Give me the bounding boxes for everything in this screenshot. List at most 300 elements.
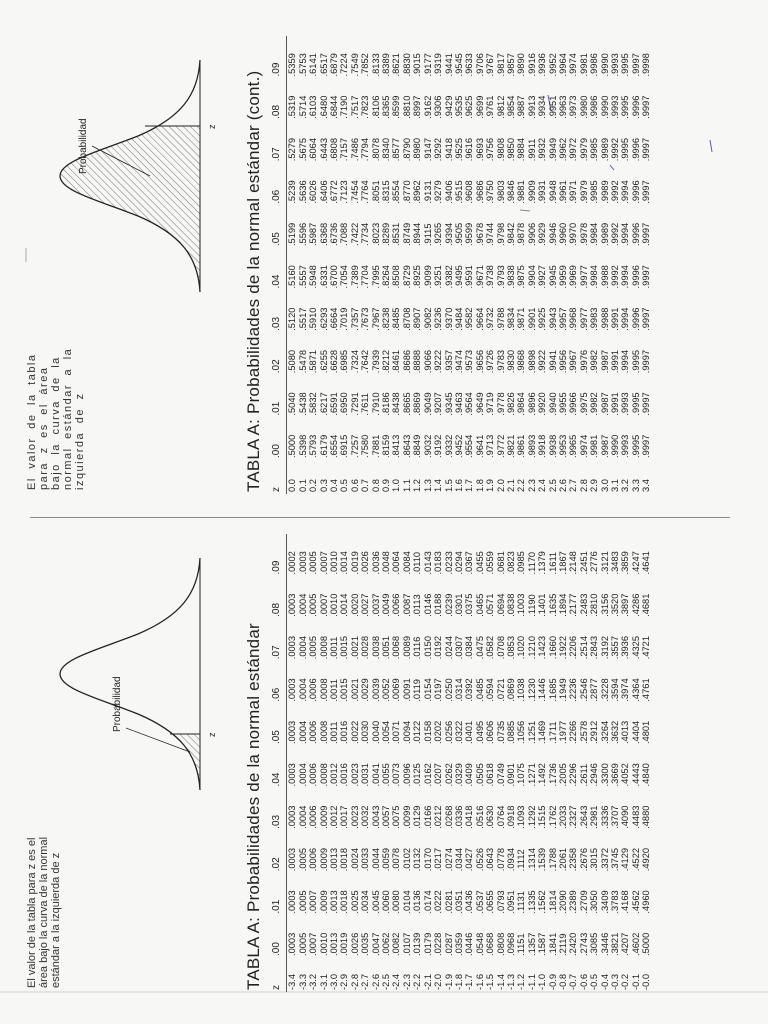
probability-cell: .9382 xyxy=(443,265,454,289)
probability-cell: .9406 xyxy=(443,180,454,204)
probability-cell: .9649 xyxy=(474,392,485,416)
probability-cell: .8944 xyxy=(412,222,423,247)
probability-cell: .2266 xyxy=(568,720,579,745)
probability-cell: .0096 xyxy=(401,763,412,787)
probability-cell: .0003 xyxy=(287,636,298,660)
probability-cell: .9975 xyxy=(578,392,589,416)
z-value-cell: -1.6 xyxy=(474,973,485,990)
probability-cell: .0721 xyxy=(495,678,506,702)
probability-cell: .9964 xyxy=(557,53,568,77)
probability-cell: .4681 xyxy=(641,593,652,617)
probability-cell: .9952 xyxy=(547,53,558,77)
probability-cell: .0075 xyxy=(391,805,402,829)
probability-cell: .8413 xyxy=(391,434,402,458)
probability-cell: .0007 xyxy=(308,890,319,914)
probability-cell: .3632 xyxy=(610,720,620,745)
probability-cell: .3745 xyxy=(610,847,620,872)
probability-cell: .9834 xyxy=(505,307,516,331)
probability-cell: .6255 xyxy=(318,349,329,374)
probability-cell: .5557 xyxy=(297,265,308,289)
probability-cell: .0008 xyxy=(318,763,329,787)
probability-cell: .0735 xyxy=(495,720,506,745)
probability-cell: .5160 xyxy=(287,265,298,289)
probability-cell: .9842 xyxy=(505,222,516,247)
table-row xyxy=(319,36,329,494)
probability-cell: .0749 xyxy=(495,763,506,787)
probability-cell: .9750 xyxy=(485,180,496,204)
probability-cell: .0968 xyxy=(505,932,516,956)
probability-cell: .5714 xyxy=(297,95,308,119)
probability-cell: .1814 xyxy=(547,890,558,914)
probability-cell: .0003 xyxy=(287,763,298,787)
probability-cell: .0004 xyxy=(297,720,308,745)
table-title: TABLA A: Probabilidades de la normal estándar xyxy=(244,623,263,990)
probability-cell: .6772 xyxy=(329,180,340,204)
probability-cell: .0087 xyxy=(401,593,412,617)
probability-cell: .9988 xyxy=(599,307,610,331)
probability-cell: .5675 xyxy=(297,138,308,162)
probability-cell: .9049 xyxy=(422,392,433,416)
z-value-cell: -0.5 xyxy=(589,973,600,990)
probability-cell: .0630 xyxy=(485,805,496,829)
probability-cell: .0125 xyxy=(412,763,423,787)
probability-cell: .4522 xyxy=(630,847,641,872)
probability-cell: .9798 xyxy=(495,222,506,247)
probability-cell: .8599 xyxy=(391,95,402,119)
probability-cell: .3015 xyxy=(589,847,600,872)
z-value-cell: -1.2 xyxy=(516,973,527,990)
probability-cell: .7123 xyxy=(339,180,350,204)
probability-cell: .0307 xyxy=(453,636,464,660)
z-table-positive xyxy=(272,36,652,494)
probability-cell: .0031 xyxy=(360,763,371,787)
probability-cell: .6808 xyxy=(329,138,340,162)
probability-cell: .0455 xyxy=(474,551,485,575)
probability-cell: .3192 xyxy=(599,636,610,660)
probability-cell: .9192 xyxy=(433,434,444,458)
probability-cell: .1401 xyxy=(537,593,548,617)
probability-cell: .8315 xyxy=(381,180,392,204)
probability-cell: .7357 xyxy=(349,307,360,331)
probability-cell: .5753 xyxy=(297,53,308,77)
probability-cell: .6179 xyxy=(318,434,329,458)
probability-cell: .1660 xyxy=(547,636,558,660)
probability-cell: .0037 xyxy=(370,593,381,617)
probability-cell: .0004 xyxy=(297,678,308,702)
probability-cell: .5080 xyxy=(287,349,298,374)
probability-cell: .9985 xyxy=(589,180,600,204)
probability-cell: .0122 xyxy=(412,720,423,745)
probability-cell: .9995 xyxy=(630,392,641,416)
probability-cell: .0202 xyxy=(433,720,444,745)
column-header: .02 xyxy=(271,359,282,374)
probability-cell: .9664 xyxy=(474,307,485,331)
probability-cell: .0025 xyxy=(349,890,360,914)
probability-cell: .9495 xyxy=(453,265,464,289)
probability-cell: .9981 xyxy=(578,53,589,77)
probability-cell: .9949 xyxy=(547,138,558,162)
probability-cell: .0094 xyxy=(401,720,412,745)
probability-cell: .9767 xyxy=(485,53,496,77)
column-header: .06 xyxy=(271,687,282,702)
probability-cell: .9032 xyxy=(422,434,433,458)
table-row xyxy=(548,36,558,494)
probability-cell: .9686 xyxy=(474,180,485,204)
probability-cell: .1112 xyxy=(516,849,527,872)
z-value-cell: -0.2 xyxy=(620,973,631,990)
probability-cell: .8643 xyxy=(401,434,412,458)
probability-cell: .1711 xyxy=(547,721,558,745)
z-value-cell: 0.4 xyxy=(329,479,340,492)
table-row xyxy=(433,36,443,494)
probability-cell: .9875 xyxy=(516,265,527,289)
probability-cell: .0188 xyxy=(433,593,444,617)
probability-cell: .0016 xyxy=(339,763,350,787)
probability-cell: .0516 xyxy=(474,805,485,829)
probability-cell: .9131 xyxy=(422,180,433,204)
probability-cell: .9535 xyxy=(453,95,464,119)
probability-cell: .2177 xyxy=(568,593,579,617)
table-row xyxy=(381,534,391,992)
table-caption: El valor de la tabla para z es el área bajo la curva de la normal estándar a la izquierda de z xyxy=(26,836,62,988)
probability-cell: .8869 xyxy=(412,392,423,416)
probability-cell: .3520 xyxy=(610,593,620,617)
probability-cell: .9987 xyxy=(599,392,610,416)
table-row xyxy=(444,36,454,494)
probability-cell: .0869 xyxy=(505,678,516,702)
probability-cell: .0006 xyxy=(308,805,319,829)
probability-cell: .5517 xyxy=(297,307,308,331)
probability-cell: .9925 xyxy=(537,307,548,331)
z-value-cell: 2.3 xyxy=(526,479,537,492)
probability-cell: .9993 xyxy=(610,53,620,77)
probability-cell: .1230 xyxy=(526,678,537,702)
probability-cell: .0062 xyxy=(381,932,392,956)
probability-cell: .3446 xyxy=(599,932,610,956)
z-value-cell: 2.9 xyxy=(589,479,600,492)
probability-cell: .8830 xyxy=(401,53,412,77)
table-row xyxy=(339,534,349,992)
probability-cell: .2005 xyxy=(557,763,568,787)
z-value-cell: 3.3 xyxy=(630,479,641,492)
table-row xyxy=(402,534,412,992)
probability-cell: .0044 xyxy=(370,847,381,872)
probability-cell: .6480 xyxy=(318,95,329,119)
probability-cell: .9846 xyxy=(505,180,516,204)
probability-cell: .0024 xyxy=(349,847,360,872)
table-row xyxy=(620,36,630,494)
z-value-cell: 0.5 xyxy=(339,479,350,492)
probability-cell: .9279 xyxy=(433,180,444,204)
probability-cell: .0244 xyxy=(443,636,454,660)
probability-cell: .9115 xyxy=(422,223,433,247)
probability-cell: .9896 xyxy=(526,392,537,416)
z-value-cell: -2.7 xyxy=(360,973,371,990)
z-value-cell: -3.2 xyxy=(308,973,319,990)
probability-cell: .1685 xyxy=(547,678,558,702)
probability-cell: .9979 xyxy=(578,138,589,162)
probability-cell: .9994 xyxy=(620,222,631,247)
z-value-cell: 0.1 xyxy=(297,479,308,492)
probability-cell: .9992 xyxy=(610,265,620,289)
probability-cell: .8770 xyxy=(401,180,412,204)
table-row xyxy=(579,534,589,992)
probability-cell: .0918 xyxy=(505,805,516,829)
probability-cell: .1423 xyxy=(537,636,548,660)
probability-cell: .3228 xyxy=(599,678,610,702)
probability-cell: .9878 xyxy=(516,222,527,247)
z-value-cell: -1.0 xyxy=(537,973,548,990)
probability-cell: .8686 xyxy=(401,349,412,374)
probability-cell: .1515 xyxy=(537,805,548,829)
probability-cell: .2981 xyxy=(589,805,600,829)
column-header: .04 xyxy=(271,274,282,289)
probability-cell: .9991 xyxy=(610,307,620,331)
column-header: .09 xyxy=(271,62,282,77)
probability-cell: .9998 xyxy=(641,53,652,77)
probability-cell: .6700 xyxy=(329,265,340,289)
probability-cell: .0003 xyxy=(297,551,308,575)
probability-cell: .9744 xyxy=(485,222,496,247)
probability-cell: .0853 xyxy=(505,636,516,660)
probability-cell: .0007 xyxy=(318,551,329,575)
table-row xyxy=(287,36,298,494)
probability-cell: .0681 xyxy=(495,551,506,575)
probability-cell: .0262 xyxy=(443,763,454,787)
probability-cell: .0005 xyxy=(308,593,319,617)
table-row xyxy=(391,36,401,494)
probability-cell: .0003 xyxy=(287,805,298,829)
table-row xyxy=(496,36,506,494)
z-value-cell: 1.2 xyxy=(412,479,423,492)
z-value-cell: -2.6 xyxy=(370,973,381,990)
probability-cell: .6517 xyxy=(318,53,329,77)
probability-cell: .0119 xyxy=(412,679,423,702)
probability-cell: .0158 xyxy=(422,720,433,745)
probability-cell: .0068 xyxy=(391,636,402,660)
probability-cell: .8997 xyxy=(412,95,423,119)
probability-cell: .7422 xyxy=(349,222,360,247)
probability-cell: .9943 xyxy=(547,307,558,331)
probability-cell: .1635 xyxy=(547,593,558,617)
probability-cell: .9985 xyxy=(589,138,600,162)
probability-cell: .9920 xyxy=(537,392,548,416)
z-value-cell: -3.3 xyxy=(297,973,308,990)
probability-cell: .7967 xyxy=(370,307,381,331)
probability-cell: .1841 xyxy=(547,932,558,956)
probability-cell: .3669 xyxy=(610,763,620,787)
probability-cell: .7054 xyxy=(339,265,350,289)
probability-cell: .9854 xyxy=(505,95,516,119)
probability-cell: .0351 xyxy=(453,890,464,914)
probability-cell: .9474 xyxy=(453,349,464,374)
probability-cell: .9994 xyxy=(620,349,631,374)
probability-cell: .9887 xyxy=(516,95,527,119)
probability-cell: .7673 xyxy=(360,307,371,331)
probability-cell: .9960 xyxy=(557,222,568,247)
probability-cell: .4207 xyxy=(620,932,631,956)
probability-cell: .2236 xyxy=(568,678,579,702)
probability-cell: .0020 xyxy=(349,593,360,617)
probability-cell: .0005 xyxy=(308,551,319,575)
probability-cell: .9977 xyxy=(578,307,589,331)
probability-cell: .0885 xyxy=(505,720,516,745)
table-row xyxy=(568,534,578,992)
probability-cell: .9959 xyxy=(557,265,568,289)
probability-cell: .0485 xyxy=(474,678,485,702)
probability-cell: .9793 xyxy=(495,265,506,289)
probability-cell: .3821 xyxy=(610,932,620,956)
probability-cell: .7881 xyxy=(370,434,381,458)
z-value-cell: -0.0 xyxy=(641,973,652,990)
probability-cell: .0274 xyxy=(443,847,454,872)
probability-cell: .9778 xyxy=(495,392,506,416)
probability-cell: .2946 xyxy=(589,763,600,787)
probability-cell: .0051 xyxy=(381,636,392,660)
probability-cell: .7257 xyxy=(349,434,360,458)
probability-cell: .0764 xyxy=(495,805,506,829)
probability-cell: .9772 xyxy=(495,434,506,458)
probability-cell: .0110 xyxy=(412,551,423,575)
probability-cell: .3264 xyxy=(599,720,610,745)
probability-cell: .9678 xyxy=(474,222,485,247)
probability-cell: .9996 xyxy=(630,265,641,289)
probability-cell: .9918 xyxy=(537,434,548,458)
probability-cell: .3859 xyxy=(620,551,631,575)
probability-cell: .8238 xyxy=(381,307,392,331)
probability-cell: .2611 xyxy=(578,763,589,787)
probability-cell: .9207 xyxy=(433,392,444,416)
table-row xyxy=(433,534,443,992)
probability-cell: .7019 xyxy=(339,307,350,331)
probability-cell: .0643 xyxy=(485,847,496,872)
probability-cell: .0019 xyxy=(349,551,360,575)
probability-cell: .9761 xyxy=(485,95,496,119)
probability-cell: .9946 xyxy=(547,222,558,247)
probability-cell: .0154 xyxy=(422,678,433,702)
probability-cell: .7190 xyxy=(339,95,350,119)
probability-cell: .4247 xyxy=(630,551,641,575)
column-header: .03 xyxy=(271,316,282,331)
probability-cell: .9788 xyxy=(495,307,506,331)
probability-cell: .9319 xyxy=(433,53,444,77)
probability-cell: .0116 xyxy=(412,636,423,660)
probability-cell: .1357 xyxy=(526,932,537,956)
table-row xyxy=(641,534,651,992)
probability-cell: .2578 xyxy=(578,720,589,745)
probability-cell: .8159 xyxy=(381,434,392,458)
table-row xyxy=(308,534,318,992)
probability-cell: .9484 xyxy=(453,307,464,331)
probability-cell: .6628 xyxy=(329,349,340,374)
probability-cell: .9890 xyxy=(516,53,527,77)
probability-cell: .0011 xyxy=(329,721,340,745)
probability-cell: .9997 xyxy=(641,180,652,204)
z-value-cell: -0.3 xyxy=(610,973,620,990)
probability-cell: .0041 xyxy=(370,763,381,787)
probability-cell: .2389 xyxy=(568,890,579,914)
probability-cell: .5438 xyxy=(297,392,308,416)
z-value-cell: -0.8 xyxy=(557,973,568,990)
probability-cell: .0409 xyxy=(464,763,475,787)
probability-cell: .1894 xyxy=(557,593,568,617)
probability-cell: .9345 xyxy=(443,392,454,416)
probability-cell: .8461 xyxy=(391,349,402,374)
probability-cell: .0036 xyxy=(370,551,381,575)
probability-cell: .0375 xyxy=(464,593,475,617)
table-row xyxy=(423,534,433,992)
probability-cell: .4960 xyxy=(641,890,652,914)
probability-cell: .9463 xyxy=(453,392,464,416)
table-row xyxy=(589,534,599,992)
probability-cell: .9989 xyxy=(599,180,610,204)
column-header: .01 xyxy=(271,899,282,914)
probability-cell: .0043 xyxy=(370,805,381,829)
probability-cell: .9821 xyxy=(505,434,516,458)
probability-cell: .7939 xyxy=(370,349,381,374)
probability-cell: .5948 xyxy=(308,265,319,289)
probability-cell: .9997 xyxy=(641,222,652,247)
probability-cell: .9994 xyxy=(620,265,631,289)
probability-cell: .0069 xyxy=(391,678,402,702)
probability-cell: .4920 xyxy=(641,847,652,872)
z-value-cell: -3.1 xyxy=(318,973,329,990)
probability-cell: .4840 xyxy=(641,763,652,787)
probability-cell: .9357 xyxy=(443,349,454,374)
probability-cell: .9978 xyxy=(578,222,589,247)
probability-cell: .0951 xyxy=(505,890,516,914)
probability-cell: .9515 xyxy=(453,180,464,204)
probability-cell: .2709 xyxy=(578,890,589,914)
probability-cell: .9974 xyxy=(578,434,589,458)
curve-probability-label: Probabilidad xyxy=(112,676,123,732)
column-header: .04 xyxy=(271,772,282,787)
probability-cell: .9976 xyxy=(578,349,589,374)
probability-cell: .9641 xyxy=(474,434,485,458)
probability-cell: .4641 xyxy=(641,551,652,575)
probability-cell: .1151 xyxy=(516,933,527,956)
probability-cell: .8051 xyxy=(370,180,381,204)
probability-cell: .9861 xyxy=(516,434,527,458)
probability-cell: .9986 xyxy=(589,95,600,119)
probability-cell: .9957 xyxy=(557,307,568,331)
normal-curve-figure xyxy=(20,56,230,296)
probability-cell: .9732 xyxy=(485,307,496,331)
probability-cell: .9997 xyxy=(641,349,652,374)
z-value-cell: -1.8 xyxy=(453,973,464,990)
probability-cell: .0057 xyxy=(381,805,392,829)
table-row xyxy=(610,36,620,494)
probability-cell: .9830 xyxy=(505,349,516,374)
probability-cell: .1190 xyxy=(526,594,537,617)
probability-cell: .0026 xyxy=(349,932,360,956)
probability-cell: .7910 xyxy=(370,392,381,416)
probability-cell: .9994 xyxy=(620,180,631,204)
z-value-cell: 3.0 xyxy=(599,479,610,492)
z-value-cell: 3.2 xyxy=(620,479,631,492)
probability-cell: .7580 xyxy=(360,434,371,458)
curve-z-label: z xyxy=(207,732,217,737)
probability-cell: .0793 xyxy=(495,890,506,914)
probability-cell: .7486 xyxy=(349,138,360,162)
probability-cell: .8078 xyxy=(370,138,381,162)
probability-cell: .0080 xyxy=(391,890,402,914)
table-row xyxy=(329,36,339,494)
z-value-cell: 2.1 xyxy=(505,479,516,492)
table-row xyxy=(287,534,298,992)
probability-cell: .9906 xyxy=(526,222,537,247)
probability-cell: .6736 xyxy=(329,222,340,247)
